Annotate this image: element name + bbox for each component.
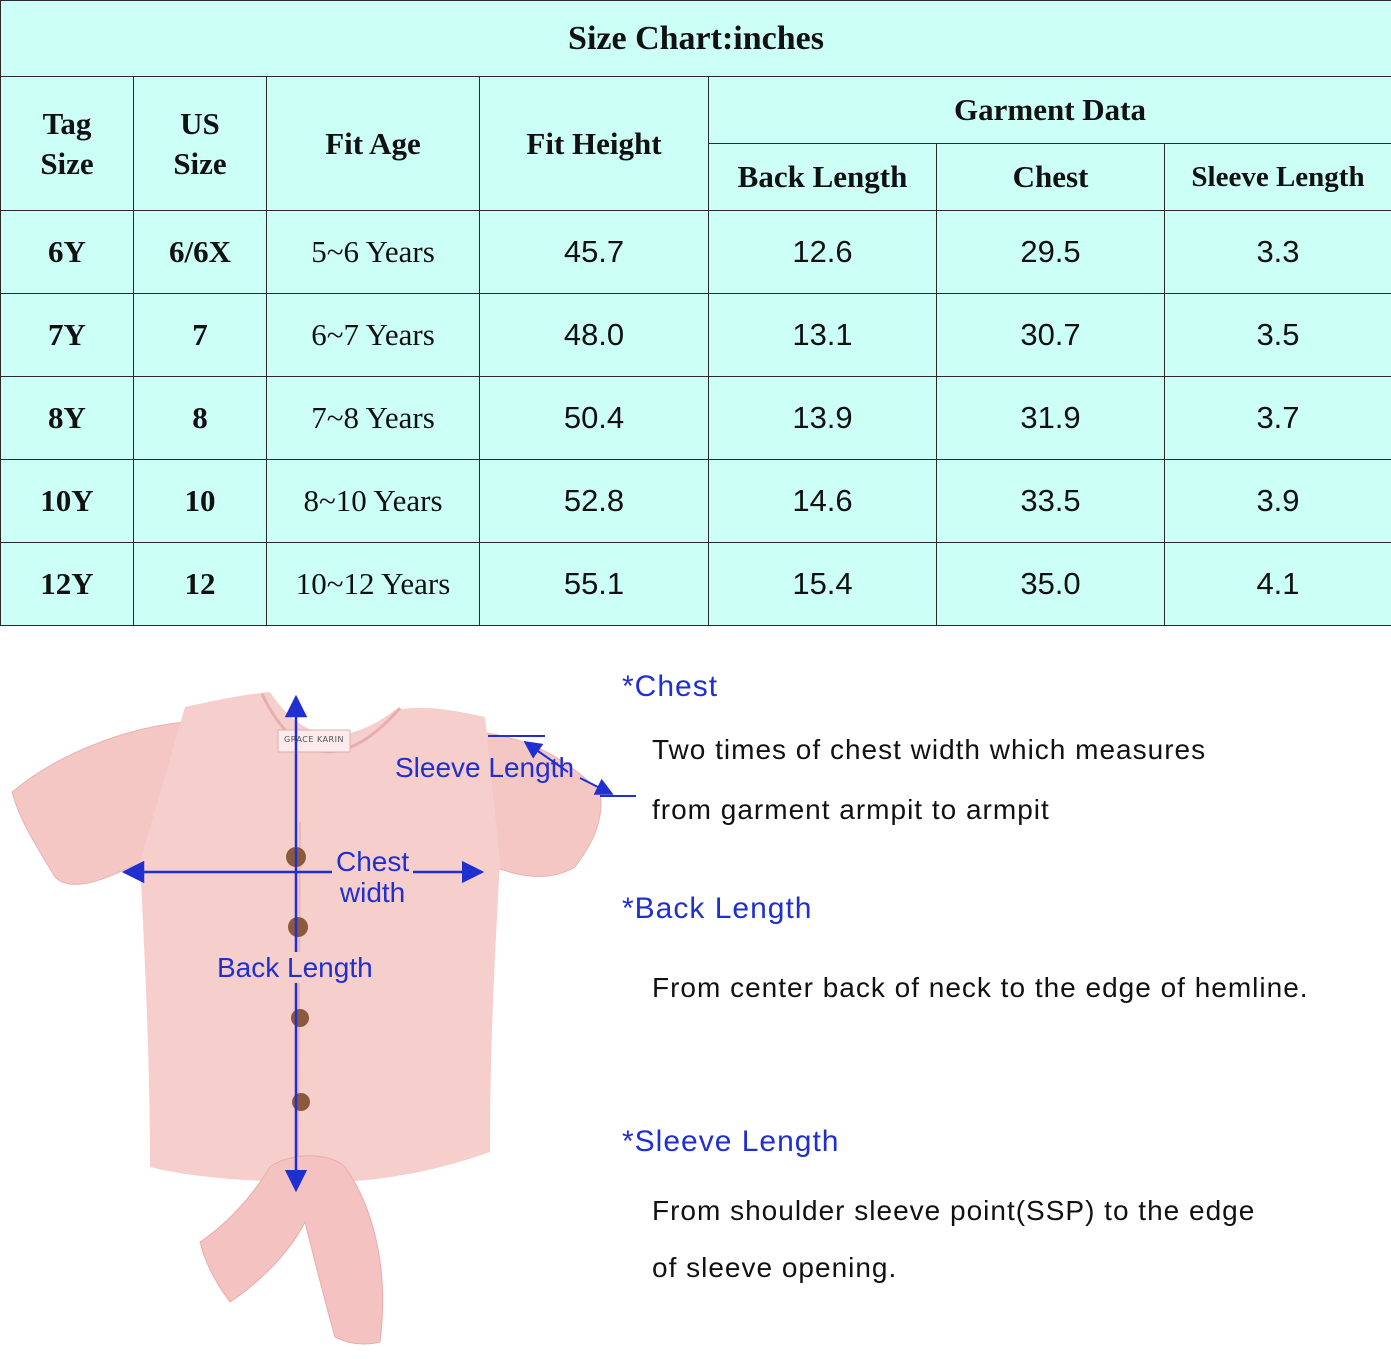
sleeve-length-desc-line-1: From shoulder sleeve point(SSP) to the edge (652, 1195, 1256, 1226)
chest-desc-title: *Chest (622, 670, 719, 703)
header-chest: Chest (937, 144, 1165, 211)
cell-sleeve-length: 3.7 (1165, 377, 1391, 460)
table-row (1, 294, 1391, 377)
cell-chest: 31.9 (937, 377, 1165, 460)
cell-fit-height: 52.8 (480, 460, 709, 543)
sleeve-length-desc-title: *Sleeve Length (622, 1125, 840, 1158)
table-row (1, 543, 1391, 626)
chest-desc-line-2: from garment armpit to armpit (652, 794, 1050, 825)
cell-tag-size: 8Y (1, 377, 134, 460)
cell-back-length: 14.6 (709, 460, 937, 543)
cell-tag-size: 7Y (1, 294, 134, 377)
cell-sleeve-length: 3.3 (1165, 211, 1391, 294)
table-title: Size Chart:inches (1, 1, 1391, 77)
cell-fit-age: 5~6 Years (267, 211, 480, 294)
cell-sleeve-length: 3.9 (1165, 460, 1391, 543)
cell-fit-height: 55.1 (480, 543, 709, 626)
cell-fit-age: 8~10 Years (267, 460, 480, 543)
header-sleeve-length: Sleeve Length (1165, 144, 1391, 211)
cell-tag-size: 6Y (1, 211, 134, 294)
cell-back-length: 13.9 (709, 377, 937, 460)
cell-back-length: 15.4 (709, 543, 937, 626)
header-us-size (134, 77, 267, 211)
cell-back-length: 13.1 (709, 294, 937, 377)
button-2 (288, 917, 308, 937)
cell-fit-age: 6~7 Years (267, 294, 480, 377)
cell-fit-height: 45.7 (480, 211, 709, 294)
header-tag-size (1, 77, 134, 211)
back-length-label: Back Length (217, 952, 373, 983)
cell-tag-size: 10Y (1, 460, 134, 543)
header-back-length: Back Length (709, 144, 937, 211)
size-chart-table (0, 0, 1391, 626)
chest-width-label: Chest width (332, 846, 413, 908)
cell-tag-size: 12Y (1, 543, 134, 626)
button-3 (291, 1009, 309, 1027)
tie-knot (200, 1156, 383, 1344)
cell-chest: 29.5 (937, 211, 1165, 294)
back-length-desc-line-1: From center back of neck to the edge of hemline. (652, 972, 1309, 1003)
cell-fit-age: 7~8 Years (267, 377, 480, 460)
cell-fit-age: 10~12 Years (267, 543, 480, 626)
cell-fit-height: 48.0 (480, 294, 709, 377)
header-fit-age: Fit Age (267, 77, 480, 211)
header-tag-size-label: Tag Size (40, 105, 94, 181)
back-length-desc-title: *Back Length (622, 892, 813, 925)
shirt-illustration (0, 622, 640, 1359)
cell-us-size: 8 (134, 377, 267, 460)
brand-tag-text: GRACE KARIN (284, 735, 344, 744)
table-row (1, 211, 1391, 294)
sleeve-length-label: Sleeve Length (395, 752, 575, 783)
measurement-diagram (0, 622, 1391, 1359)
sleeve-length-desc-line-2: of sleeve opening. (652, 1252, 898, 1283)
header-garment-data: Garment Data (709, 77, 1391, 144)
cell-back-length: 12.6 (709, 211, 937, 294)
cell-us-size: 7 (134, 294, 267, 377)
chest-desc-line-1: Two times of chest width which measures (652, 734, 1207, 765)
cell-sleeve-length: 3.5 (1165, 294, 1391, 377)
table-row (1, 377, 1391, 460)
cell-chest: 35.0 (937, 543, 1165, 626)
cell-us-size: 6/6X (134, 211, 267, 294)
cell-chest: 30.7 (937, 294, 1165, 377)
cell-sleeve-length: 4.1 (1165, 543, 1391, 626)
cell-us-size: 10 (134, 460, 267, 543)
cell-fit-height: 50.4 (480, 377, 709, 460)
button-4 (292, 1093, 310, 1111)
cell-us-size: 12 (134, 543, 267, 626)
header-fit-height: Fit Height (480, 77, 709, 211)
header-us-size-label: US Size (173, 105, 227, 181)
table-row (1, 460, 1391, 543)
cell-chest: 33.5 (937, 460, 1165, 543)
